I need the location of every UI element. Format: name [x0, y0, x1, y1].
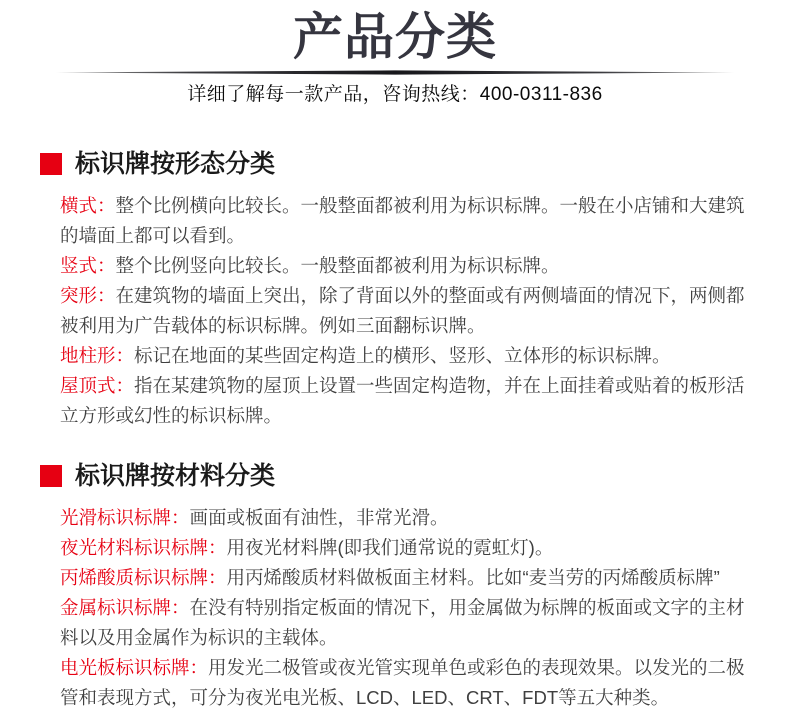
item-label: 金属标识标牌： [60, 597, 190, 618]
classification-item-horizontal [60, 191, 748, 251]
section-heading-shape [40, 149, 790, 179]
section-shape-classification [0, 149, 790, 431]
section-heading-text: 标识牌按材料分类 [75, 462, 276, 490]
divider-line [56, 70, 734, 75]
section-heading-text: 标识牌按形态分类 [75, 150, 276, 178]
section-heading-material [40, 461, 790, 491]
classification-item-electro-optic [60, 653, 748, 713]
classification-item-rooftop [60, 371, 748, 431]
red-square-bullet-icon [40, 153, 62, 175]
item-text: 整个比例竖向比较长。一般整面都被利用为标识标牌。 [115, 255, 560, 276]
item-text: 标记在地面的某些固定构造上的横形、竖形、立体形的标识标牌。 [134, 345, 671, 366]
classification-item-smooth [60, 503, 748, 533]
classification-item-metal [60, 593, 748, 653]
classification-item-luminous [60, 533, 748, 563]
page-header [0, 0, 790, 106]
item-text: 整个比例横向比较长。一般整面都被利用为标识标牌。一般在小店铺和大建筑的墙面上都可以看到。 [60, 195, 745, 246]
item-text: 用发光二极管或夜光管实现单色或彩色的表现效果。以发光的二极管和表现方式，可分为夜光电光板、LCD、LED、CRT、FDT等五大种类。 [60, 657, 745, 708]
item-label: 竖式： [60, 255, 116, 276]
classification-item-protruding [60, 281, 748, 341]
item-label: 地柱形： [60, 345, 135, 366]
item-text: 在没有特别指定板面的情况下，用金属做为标牌的板面或文字的主材料以及用金属作为标识的主载体。 [60, 597, 745, 648]
item-label: 电光板标识标牌： [60, 657, 209, 678]
item-text: 画面或板面有油性，非常光滑。 [189, 507, 449, 528]
classification-item-ground-pillar [60, 341, 748, 371]
classification-item-vertical [60, 251, 748, 281]
item-text: 在建筑物的墙面上突出，除了背面以外的整面或有两侧墙面的情况下，两侧都被利用为广告载体的标识标牌。例如三面翻标识牌。 [60, 285, 745, 336]
classification-item-acrylic [60, 563, 748, 593]
item-text: 指在某建筑物的屋顶上设置一些固定构造物，并在上面挂着或贴着的板形活立方形或幻性的标识标牌。 [60, 375, 745, 426]
item-label: 屋顶式： [60, 375, 135, 396]
item-text: 用夜光材料牌(即我们通常说的霓虹灯)。 [226, 537, 554, 558]
section-material-classification [0, 461, 790, 713]
section-body-material [60, 503, 748, 713]
item-label: 光滑标识标牌： [60, 507, 190, 528]
subtitle-hotline: 详细了解每一款产品，咨询热线：400-0311-836 [187, 84, 603, 105]
section-body-shape [60, 191, 748, 431]
item-label: 夜光材料标识标牌： [60, 537, 227, 558]
item-text: 用丙烯酸质材料做板面主材料。比如“麦当劳的丙烯酸质标牌” [226, 567, 720, 588]
item-label: 横式： [60, 195, 116, 216]
page-title: 产品分类 [293, 9, 497, 65]
item-label: 丙烯酸质标识标牌： [60, 567, 227, 588]
item-label: 突形： [60, 285, 116, 306]
red-square-bullet-icon [40, 465, 62, 487]
